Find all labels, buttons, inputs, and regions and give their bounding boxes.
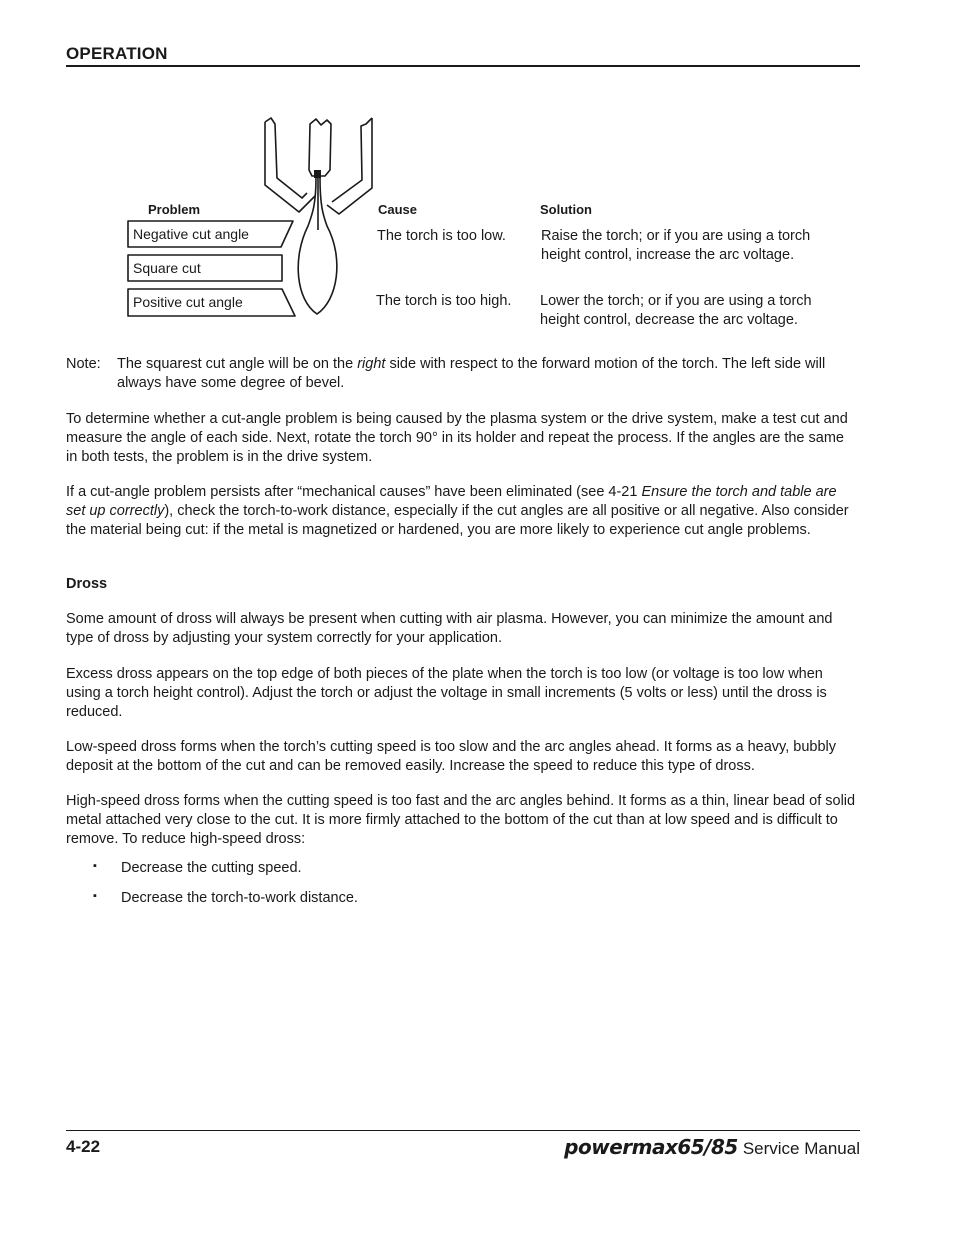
paragraph-text: Some amount of dross will always be present when cutting with air plasma. However, you can minimize the amount and type of dross by adjusting your system correctly for your application.	[66, 611, 833, 646]
paragraph-test-cut	[66, 410, 856, 467]
text-run: If a cut-angle problem persists after “mechanical causes” have been eliminated (see 4-21	[66, 484, 642, 500]
problem-label: Negative cut angle	[133, 226, 249, 242]
column-header-cause: Cause	[378, 202, 418, 217]
note-body	[117, 355, 857, 393]
page-footer	[66, 1130, 860, 1171]
cause-too-high: The torch is too high.	[376, 293, 512, 309]
cross-reference: Ensure the torch and table are set up correctly	[66, 484, 837, 519]
bullet-text: Decrease the torch-to-work distance.	[121, 890, 358, 906]
cause-too-low: The torch is too low.	[377, 228, 506, 244]
solution-lower-torch: Lower the torch; or if you are using a torch height control, decrease the arc voltage.	[540, 293, 812, 328]
torch-body	[309, 119, 331, 176]
problem-square-cut	[128, 255, 282, 281]
section-title: OPERATION	[66, 44, 168, 63]
page-number: 4-22	[66, 1137, 101, 1156]
dross-heading: Dross	[66, 576, 108, 592]
paragraph-text	[66, 483, 856, 540]
column-header-solution: Solution	[540, 202, 592, 217]
paragraph-text: Low-speed dross forms when the torch’s cutting speed is too slow and the arc angles ahead. It forms as a heavy, bubbly deposit at the bottom of the cut and can be removed easily. Increase the speed to reduce this type of dross.	[66, 739, 837, 774]
note-text: side with respect to the forward motion of the torch. The left side will always have some degree of bevel.	[117, 356, 826, 391]
brand	[564, 1135, 860, 1159]
plate-left	[265, 118, 315, 212]
bullet-icon: ▪	[93, 890, 97, 902]
dross-paragraph-3	[66, 738, 856, 776]
note-label: Note:	[66, 356, 101, 372]
paragraph-persist	[66, 483, 856, 540]
paragraph-text: Excess dross appears on the top edge of both pieces of the plate when the torch is too low (or voltage is too low when using a torch height control). Adjust the torch or adjust the voltage in small increments (5 volts or less) until the dross is reduced.	[66, 666, 827, 720]
solution-raise-torch: Raise the torch; or if you are using a torch height control, increase the arc voltage.	[541, 228, 811, 263]
brand-logo: powermax65/85	[564, 1135, 738, 1159]
plate-right	[327, 118, 372, 214]
cut-angle-figure	[0, 0, 954, 340]
dross-paragraph-2	[66, 665, 856, 722]
problem-positive-cut-angle	[128, 289, 293, 316]
column-header-problem: Problem	[148, 202, 201, 217]
text-run: ), check the torch-to-work distance, especially if the cut angles are all positive or all negative. Also consider the material being cut: if the metal is magnetized or hardened, you are more likely to experience cut angle problems.	[66, 503, 849, 538]
bullet-icon: ▪	[93, 860, 97, 872]
note	[66, 355, 856, 395]
paragraph-text: To determine whether a cut-angle problem is being caused by the plasma system or the drive system, make a test cut and measure the angle of each side. Next, rotate the torch 90° in its holder and repeat the process. If the angles are the same in both tests, the problem is in the drive system.	[66, 411, 848, 465]
problem-negative-cut-angle	[128, 221, 293, 247]
bullet-text: Decrease the cutting speed.	[121, 860, 302, 876]
dross-paragraph-4	[66, 792, 856, 849]
problem-label: Positive cut angle	[133, 294, 243, 310]
note-emphasis: right	[357, 356, 386, 372]
problem-label: Square cut	[133, 260, 201, 276]
paragraph-text: High-speed dross forms when the cutting speed is too fast and the arc angles behind. It forms as a thin, linear bead of solid metal attached very close to the cut. It is more firmly attached to the bottom of the cut than at low speed and is difficult to remove. To reduce high-speed dross:	[66, 793, 856, 847]
dross-paragraph-1	[66, 610, 856, 648]
note-text: The squarest cut angle will be on the	[117, 356, 358, 372]
manual-title: Service Manual	[742, 1139, 860, 1158]
nozzle	[314, 170, 321, 178]
